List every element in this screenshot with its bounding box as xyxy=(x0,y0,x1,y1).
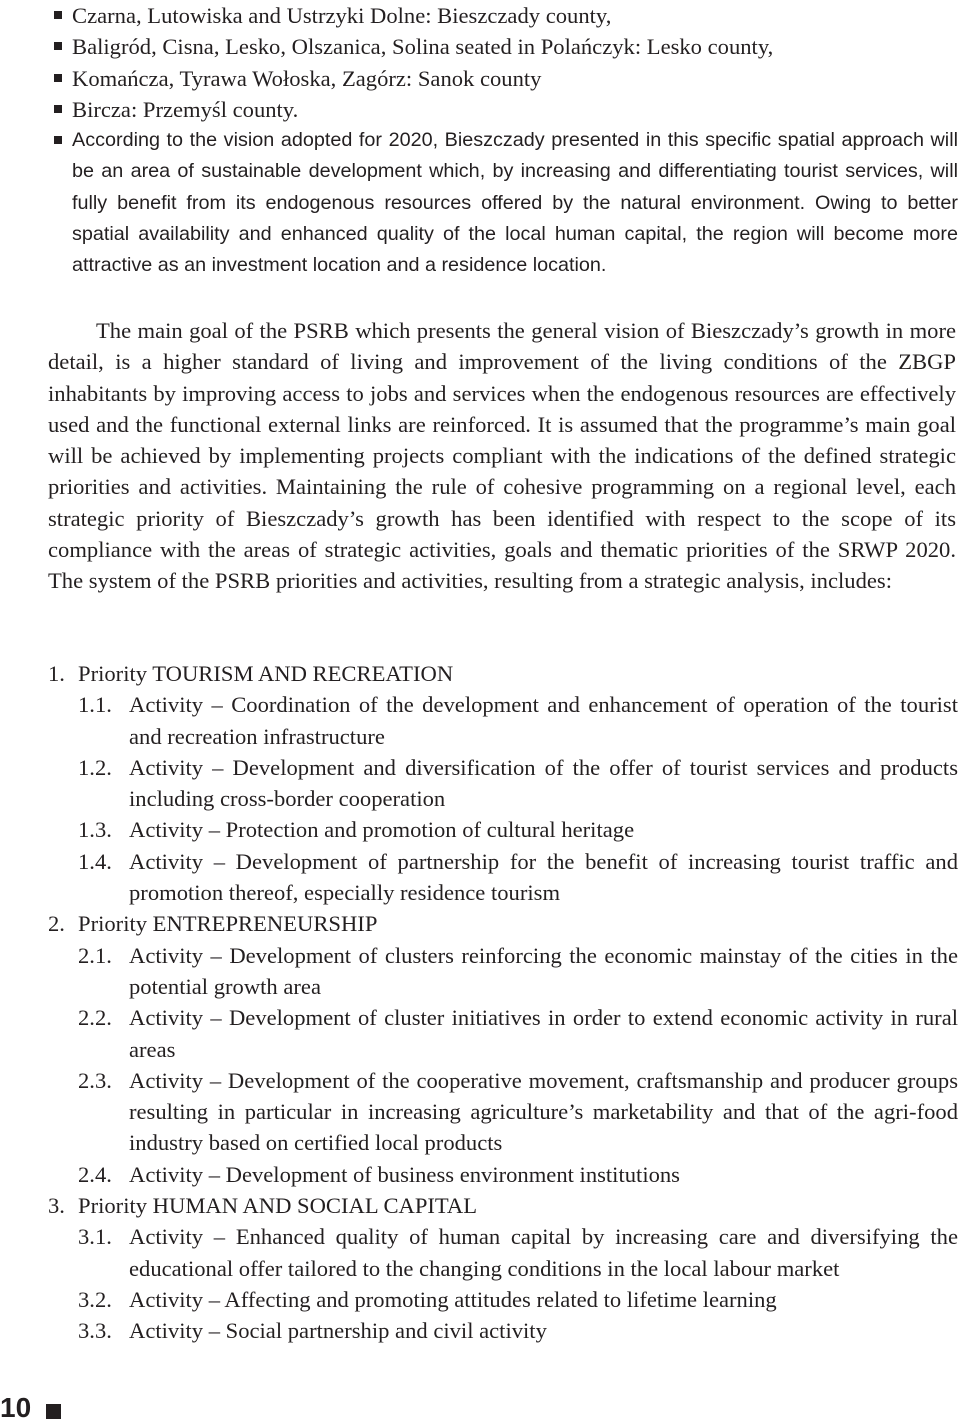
page-number: 10 xyxy=(0,1392,32,1423)
activity-item xyxy=(48,1065,958,1159)
activity-number: 2.3. xyxy=(78,1067,112,1093)
square-bullet-icon xyxy=(54,11,62,19)
priority-number: 1. xyxy=(48,661,65,686)
bullet-text: Czarna, Lutowiska and Ustrzyki Dolne: Bieszczady county, xyxy=(72,3,612,28)
bullet-item xyxy=(48,0,958,31)
activity-text: Activity – Development of the cooperative movement, craftsmanship and producer groups resulting in particular in increasing agriculture’s marketability and that of the agri-food industry based on certified local products xyxy=(129,1067,958,1156)
activity-item xyxy=(48,752,958,815)
activity-number: 3.2. xyxy=(78,1286,112,1312)
activity-item xyxy=(48,940,958,1003)
activity-number: 1.4. xyxy=(78,848,112,874)
page-marker-icon xyxy=(46,1404,61,1419)
activity-text: Activity – Enhanced quality of human capital by increasing care and diversifying the educational offer tailored to the changing conditions in the local labour market xyxy=(129,1224,958,1281)
activity-number: 3.3. xyxy=(78,1318,112,1344)
bullet-text: Komańcza, Tyrawa Wołoska, Zagórz: Sanok county xyxy=(72,65,542,91)
activity-text: Activity – Development of partnership for the benefit of increasing tourist traffic and promotion thereof, especially residence tourism xyxy=(129,848,958,906)
activity-text: Activity – Coordination of the development and enhancement of operation of the tourist and recreation infrastructure xyxy=(129,692,958,749)
square-bullet-icon xyxy=(54,42,62,50)
activity-item xyxy=(48,846,958,909)
activity-text: Activity – Social partnership and civil activity xyxy=(129,1318,547,1344)
activity-item xyxy=(48,814,958,845)
square-bullet-icon xyxy=(54,105,62,113)
priority-heading xyxy=(48,1190,958,1221)
activity-number: 2.2. xyxy=(78,1005,112,1031)
activity-item xyxy=(48,1284,958,1315)
activity-text: Activity – Development of clusters reinforcing the economic mainstay of the cities in the potential growth area xyxy=(129,942,958,999)
bullet-item-vision xyxy=(48,125,958,281)
activity-item xyxy=(48,1221,958,1284)
activity-text: Activity – Development of cluster initiatives in order to extend economic activity in rural areas xyxy=(129,1005,958,1062)
bullet-text: Baligród, Cisna, Lesko, Olszanica, Solina seated in Polańczyk: Lesko county, xyxy=(72,34,774,60)
priority-title: Priority HUMAN AND SOCIAL CAPITAL xyxy=(78,1193,478,1219)
activity-number: 1.2. xyxy=(78,754,112,780)
activity-item xyxy=(48,1315,958,1346)
activity-number: 2.4. xyxy=(78,1161,112,1187)
activity-item xyxy=(48,1159,958,1190)
bullet-text: Bircza: Przemyśl county. xyxy=(72,96,299,122)
county-bullet-list xyxy=(48,0,958,282)
activity-item xyxy=(48,689,958,752)
priority-number: 2. xyxy=(48,911,65,937)
priority-heading xyxy=(48,658,958,689)
activity-number: 1.1. xyxy=(78,692,112,718)
bullet-item xyxy=(48,94,958,125)
bullet-text: According to the vision adopted for 2020, Bieszczady presented in this specific spatial approach will be an area of sustainable development which, by increasing and differentiating tourist services, will fully benefit from its endogenous resources offered by the natural environment. Owing to better spatial availability and enhanced quality of the local human capital, the region will become more attractive as an investment location and a residence location. xyxy=(72,129,958,277)
activity-number: 2.1. xyxy=(78,942,112,968)
activity-text: Activity – Affecting and promoting attitudes related to lifetime learning xyxy=(129,1286,777,1312)
priority-number: 3. xyxy=(48,1193,65,1219)
priority-title: Priority ENTREPRENEURSHIP xyxy=(78,911,378,937)
bullet-item xyxy=(48,31,958,62)
activity-number: 3.1. xyxy=(78,1224,112,1250)
bullet-item xyxy=(48,63,958,94)
square-bullet-icon xyxy=(54,136,62,144)
activity-number: 1.3. xyxy=(78,817,112,843)
activity-item xyxy=(48,1002,958,1065)
priority-list xyxy=(48,658,958,1347)
activity-text: Activity – Protection and promotion of cultural heritage xyxy=(129,817,635,843)
priority-heading xyxy=(48,908,958,939)
square-bullet-icon xyxy=(54,74,62,82)
activity-text: Activity – Development of business environment institutions xyxy=(129,1161,680,1187)
main-goal-paragraph: The main goal of the PSRB which presents the general vision of Bieszczady’s growth in more detail, is a higher standard of living and improvement of the living conditions of the ZBGP inhabitants by improving access to jobs and services when the endogenous resources are effectively used and the functional external links are reinforced. It is assumed that the programme’s main goal will be achieved by implementing projects compliant with the indications of the defined strategic priorities and activities. Maintaining the rule of cohesive programming on a regional level, each strategic priority of Bieszczady’s growth has been identified with respect to the scope of its compliance with the areas of strategic activities, goals and thematic priorities of the SRWP 2020. The system of the PSRB priorities and activities, resulting from a strategic analysis, includes: xyxy=(48,318,956,594)
activity-text: Activity – Development and diversification of the offer of tourist services and products including cross-border cooperation xyxy=(129,754,958,812)
priority-title: Priority TOURISM AND RECREATION xyxy=(78,661,454,686)
